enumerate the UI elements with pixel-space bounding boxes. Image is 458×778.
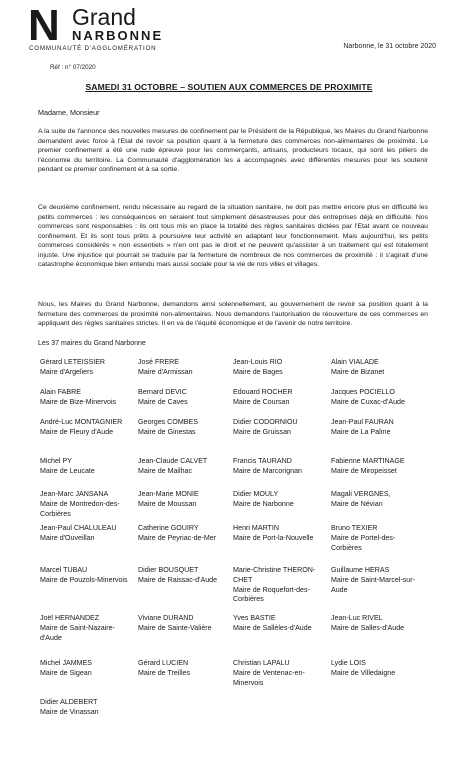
mayor-signature: [233, 457, 323, 477]
mayor-name: Henri MARTIN: [233, 524, 279, 532]
mayor-signature: [138, 418, 228, 438]
mayor-name: Bernard DEVIC: [138, 388, 187, 396]
mayor-title: Maire de Peyriac-de-Mer: [138, 533, 217, 542]
mayor-name: Guillaume HERAS: [331, 566, 390, 574]
mayor-signature: [233, 659, 323, 688]
mayor-name: José FRERE: [138, 358, 179, 366]
mayor-title: Maire de Pouzols-Minervois: [40, 575, 128, 584]
mayor-name: Jean-Paul FAURAN: [331, 418, 394, 426]
mayor-signature: [233, 566, 323, 605]
mayor-title: Maire de Saint-Marcel-sur-Aude: [331, 575, 415, 594]
mayor-signature: [138, 659, 228, 679]
mayor-title: Maire de Bages: [233, 367, 283, 376]
mayor-signature: [331, 614, 421, 634]
mayor-title: Maire de Caves: [138, 397, 188, 406]
mayor-signature: [331, 566, 421, 595]
mayor-signature: [40, 418, 130, 438]
mayor-title: Maire de Ventenac-en-Minervois: [233, 668, 305, 687]
mayor-name: Jean-Paul CHALULEAU: [40, 524, 117, 532]
mayor-title: Maire de Cuxac-d'Aude: [331, 397, 405, 406]
mayor-name: Didier BOUSQUET: [138, 566, 199, 574]
mayor-title: Maire de Villedaigne: [331, 668, 396, 677]
reference-number: Réf : n° 07/2020: [50, 64, 96, 71]
mayor-signature: [138, 358, 228, 378]
letter-date: Narbonne, le 31 octobre 2020: [343, 43, 436, 50]
mayor-signature: [40, 457, 130, 477]
mayor-signature: [233, 418, 323, 438]
mayor-signature: [138, 566, 228, 586]
mayor-title: Maire de Portel-des-Corbières: [331, 533, 396, 552]
logo-letter: N: [28, 1, 58, 50]
logo-grand: Grand: [72, 4, 136, 30]
mayor-signature: [40, 388, 130, 408]
mayor-title: Maire de Sigean: [40, 668, 92, 677]
mayor-title: Maire de Narbonne: [233, 499, 294, 508]
mayor-name: Viviane DURAND: [138, 614, 194, 622]
mayor-title: Maire de Bize-Minervois: [40, 397, 117, 406]
mayor-signature: [233, 524, 323, 544]
mayor-title: Maire d'Armissan: [138, 367, 193, 376]
mayor-signature: [331, 418, 421, 438]
mayor-title: Maire de Roquefort-des-Corbières: [233, 585, 310, 604]
mayor-name: Catherine GOUIRY: [138, 524, 199, 532]
mayor-signature: [40, 524, 130, 544]
mayor-title: Maire de Miropeisset: [331, 466, 397, 475]
mayor-title: Maire d'Argeliers: [40, 367, 93, 376]
mayor-name: Joël HERNANDEZ: [40, 614, 100, 622]
mayor-name: Jean-Luc RIVEL: [331, 614, 383, 622]
mayor-title: Maire de Montredon-des-Corbières: [40, 499, 120, 518]
mayor-name: Lydie LOIS: [331, 659, 366, 667]
mayor-name: Didier ALDEBERT: [40, 698, 98, 706]
mayor-signature: [331, 457, 421, 477]
mayor-title: Maire de Sallèles-d'Aude: [233, 623, 312, 632]
mayor-name: Georges COMBES: [138, 418, 198, 426]
mayor-name: Marcel TUBAU: [40, 566, 88, 574]
mayor-title: Maire de Port-la-Nouvelle: [233, 533, 314, 542]
mayor-signature: [40, 358, 130, 378]
mayor-title: Maire de Bizanet: [331, 367, 385, 376]
mayor-title: Maire de Sainte-Valière: [138, 623, 212, 632]
mayor-name: Magali VERGNES,: [331, 490, 391, 498]
mayor-signature: [233, 358, 323, 378]
mayor-title: Maire de Mailhac: [138, 466, 193, 475]
mayor-name: Michel PY: [40, 457, 72, 465]
mayor-name: Marie-Christine THERON-CHET: [233, 566, 316, 584]
mayor-title: Maire de Fleury d'Aude: [40, 427, 114, 436]
mayor-name: Alain VIALADE: [331, 358, 379, 366]
logo-narbonne: NARBONNE: [72, 28, 164, 43]
mayor-name: Jean-Marie MONIE: [138, 490, 199, 498]
mayor-title: Maire de Moussan: [138, 499, 197, 508]
mayor-name: Alain FABRE: [40, 388, 82, 396]
mayor-title: Maire de Salles-d'Aude: [331, 623, 405, 632]
mayor-title: Maire de Coursan: [233, 397, 290, 406]
mayor-name: Francis TAURAND: [233, 457, 292, 465]
mayor-name: Gérard LETEISSIER: [40, 358, 106, 366]
mayor-name: Christian LAPALU: [233, 659, 290, 667]
mayor-name: Gérard LUCIEN: [138, 659, 189, 667]
mayor-title: Maire de Névian: [331, 499, 383, 508]
mayor-signature: [138, 524, 228, 544]
mayor-signature: [138, 490, 228, 510]
paragraph-2: Ce deuxième confinement, rendu nécessaire au regard de la situation sanitaire, ne doit pas mettre encore plus en difficulté les petits commerces : les conséquences en seraient tout simplement désastreuses pour des entreprises déjà en difficulté. Nos commerces sont responsables : ils ont tous mis en place la totalité des règles sanitaires dictées par l'Etat avant ce nouveau confinement. Et ils sont tous prêts à poursuivre leur activité en adaptant leur fonctionnement. Mais aujourd'hui, les petits commerces considérés « non essentiels » n'en ont pas le droit et ne peuvent qu'assister à un traitement qui est totalement injuste. Une injustice qui pourrait se traduire par la fermeture de nombreux de nos commerces de proximité : il s'agirait d'une catastrophe économique bien entendu mais aussi sociale pour la vie de nos villes et villages.: [38, 204, 428, 268]
mayor-title: Maire de Leucate: [40, 466, 95, 475]
mayor-signature: [138, 614, 228, 634]
mayor-signature: [233, 388, 323, 408]
mayor-signature: [138, 388, 228, 408]
mayor-name: Jean-Marc JANSANA: [40, 490, 109, 498]
mayor-title: Maire de Gruissan: [233, 427, 291, 436]
mayor-signature: [40, 659, 130, 679]
paragraph-1: A la suite de l'annonce des nouvelles mesures de confinement par le Président de la République, les Maires du Grand Narbonne demandent avec force à l'Etat de revoir sa position quant à la fermeture des commerces non-alimentaires de proximité. Le premier confinement a été une rude épreuve pour les commerçants, artisans, producteurs locaux, qui sont les piliers de l'économie du territoire. La Communauté d'agglomération les a accompagnés avec différentes mesures pour les soutenir pendant ce premier confinement et à sa sortie.: [38, 128, 428, 173]
mayor-name: Jean-Claude CALVET: [138, 457, 208, 465]
mayor-signature: [138, 457, 228, 477]
mayor-title: Maire de Marcorignan: [233, 466, 302, 475]
mayor-name: Edouard ROCHER: [233, 388, 293, 396]
mayor-title: Maire de La Palme: [331, 427, 391, 436]
mayor-title: Maire de Vinassan: [40, 707, 99, 716]
paragraph-3: Nous, les Maires du Grand Narbonne, demandons ainsi solennellement, au gouvernement de revoir sa position quant à la fermeture des commerces de proximité non-alimentaires. Nous demandons l'autorisation de réouverture de ces commerces en appliquant des règles sanitaires strictes. Il en va de l'équité économique et de l'avenir de notre territoire.: [38, 301, 428, 327]
letter-subject: SAMEDI 31 OCTOBRE – SOUTIEN AUX COMMERCES DE PROXIMITE: [85, 82, 373, 92]
mayor-signature: [40, 698, 130, 718]
mayor-signature: [331, 659, 421, 679]
mayor-name: Jean-Louis RIO: [233, 358, 283, 366]
mayor-name: Michel JAMMES: [40, 659, 93, 667]
mayor-name: Didier CODORNIOU: [233, 418, 298, 426]
mayor-signature: [331, 524, 421, 553]
mayor-signature: [233, 614, 323, 634]
mayor-title: Maire de Ginestas: [138, 427, 196, 436]
mayor-name: Didier MOULY: [233, 490, 279, 498]
mayor-signature: [331, 490, 421, 510]
salutation: Madame, Monsieur: [38, 108, 100, 117]
mayor-signature: [233, 490, 323, 510]
mayor-name: Bruno TEXIER: [331, 524, 378, 532]
mayor-title: Maire de Treilles: [138, 668, 191, 677]
grand-narbonne-logo: [28, 1, 228, 56]
mayor-signature: [40, 614, 130, 643]
mayor-name: André-Luc MONTAGNIER: [40, 418, 123, 426]
mayor-signature: [331, 358, 421, 378]
mayor-title: Maire de Saint-Nazaire-d'Aude: [40, 623, 115, 642]
mayor-name: Yves BASTIE: [233, 614, 276, 622]
mayor-signature: [331, 388, 421, 408]
mayor-name: Fabienne MARTINAGE: [331, 457, 405, 465]
mayor-name: Jacques POCIELLO: [331, 388, 395, 396]
mayor-title: Maire de Raissac-d'Aude: [138, 575, 218, 584]
mayor-title: Maire d'Ouveillan: [40, 533, 95, 542]
signatories-heading: Les 37 maires du Grand Narbonne: [38, 340, 146, 347]
mayor-signature: [40, 490, 130, 519]
mayor-signature: [40, 566, 130, 586]
logo-subtitle: COMMUNAUTÉ D'AGGLOMÉRATION: [29, 45, 157, 52]
